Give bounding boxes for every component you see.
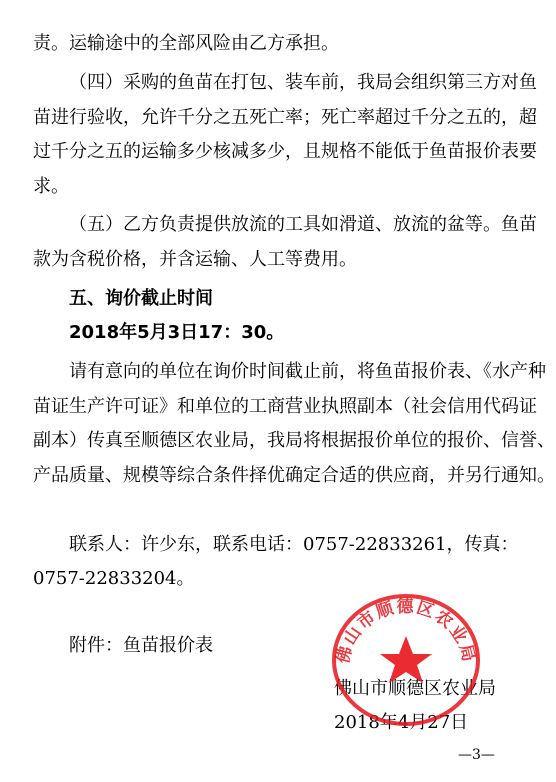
signature-date: 2018年4月27日 bbox=[334, 712, 469, 733]
signature-org: 佛山市顺德区农业局 bbox=[334, 678, 496, 699]
text-line: 过千分之五的运输多少核减多少，且规格不能低于鱼苗报价表要 bbox=[33, 141, 537, 162]
contact-line: 联系人：许少东，联系电话：0757-22833261，传真： bbox=[69, 534, 519, 555]
text-line: 苗进行验收，允许千分之五死亡率；死亡率超过千分之五的，超 bbox=[33, 107, 537, 128]
text-line: （四）采购的鱼苗在打包、装车前，我局会组织第三方对鱼 bbox=[69, 72, 537, 93]
attachment-line: 附件：鱼苗报价表 bbox=[69, 635, 213, 656]
page-number: —3— bbox=[458, 747, 495, 763]
text-line: 求。 bbox=[33, 176, 69, 197]
text-line: （五）乙方负责提供放流的工具如滑道、放流的盆等。鱼苗 bbox=[69, 214, 537, 235]
text-line: 款为含税价格，并含运输、人工等费用。 bbox=[33, 249, 357, 270]
text-line: 苗证生产许可证》和单位的工商营业执照副本（社会信用代码证 bbox=[33, 396, 537, 417]
text-line: 责。运输途中的全部风险由乙方承担。 bbox=[33, 33, 339, 54]
contact-line: 0757-22833204。 bbox=[33, 568, 195, 589]
text-line: 请有意向的单位在询价时间截止前，将鱼苗报价表、《水产种 bbox=[69, 361, 546, 382]
section-heading: 五、询价截止时间 bbox=[69, 288, 213, 309]
official-seal bbox=[322, 578, 490, 728]
star-icon bbox=[380, 636, 432, 683]
seal-text: 佛山市顺德区农业局 bbox=[332, 597, 480, 666]
text-line: 产品质量、规模等综合条件择优确定合适的供应商，并另行通知。 bbox=[33, 465, 555, 486]
text-line: 副本）传真至顺德区农业局，我局将根据报价单位的报价、信誉、 bbox=[33, 430, 555, 451]
deadline-text: 2018年5月3日17：30。 bbox=[69, 322, 285, 343]
